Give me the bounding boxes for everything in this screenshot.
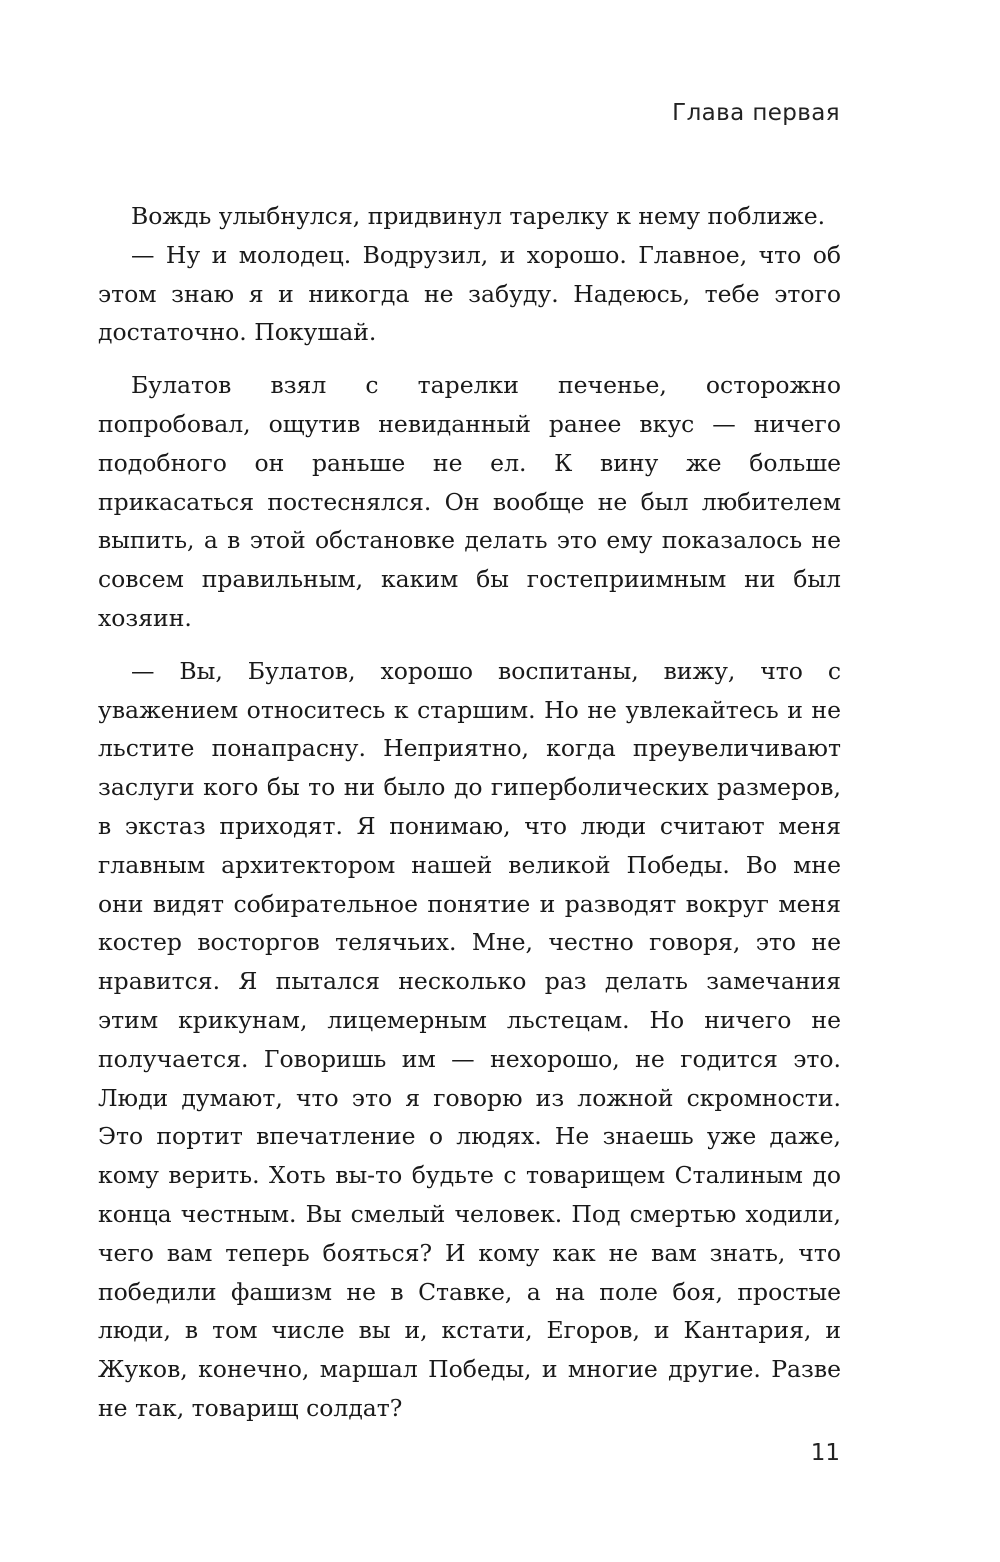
- page-number: 11: [810, 1440, 840, 1466]
- paragraph-1: Вождь улыбнулся, придвинул тарелку к нему поближе.: [131, 202, 826, 230]
- running-head-chapter-title: Глава первая: [672, 100, 840, 126]
- paragraph-4: — Вы, Булатов, хорошо воспитаны, вижу, что с уважением относитесь к старшим. Но не увлекайтесь и не льстите понапрасну. Неприятно, когда преувеличивают заслуги кого бы то ни было до гиперболических размеров, в экстаз приходят. Я понимаю, что люди считают меня главным архитектором нашей великой Победы. Во мне они видят собирательное понятие и разводят вокруг меня костер восторгов телячьих. Мне, честно говоря, это не нравится. Я пытался несколько раз делать замечания этим крикунам, лицемерным льстецам. Но ничего не получается. Говоришь им — нехорошо, не годится это. Люди думают, что это я говорю из ложной скромности. Это портит впечатление о людях. Не знаешь уже даже, кому верить. Хоть вы-то будьте с товарищем Сталиным до конца честным. Вы смелый человек. Под смертью ходили, чего вам теперь бояться? И кому как не вам знать, что победили фашизм не в Ставке, а на поле боя, простые люди, в том числе вы и, кстати, Егоров, и Кантария, и Жуков, конечно, маршал Победы, и многие другие. Разве не так, товарищ солдат?: [98, 656, 841, 1422]
- paragraph-3: Булатов взял с тарелки печенье, осторожно попробовал, ощутив невиданный ранее вкус — ничего подобного он раньше не ел. К вину же больше прикасаться постеснялся. Он вообще не был любителем выпить, а в этой обстановке делать это ему показалось не совсем правильным, каким бы гостеприимным ни был хозяин.: [98, 371, 841, 632]
- body-text: [98, 197, 841, 1428]
- paragraph-2: — Ну и молодец. Водрузил, и хорошо. Главное, что об этом знаю я и никогда не забуду. Надеюсь, тебе этого достаточно. Покушай.: [98, 240, 841, 347]
